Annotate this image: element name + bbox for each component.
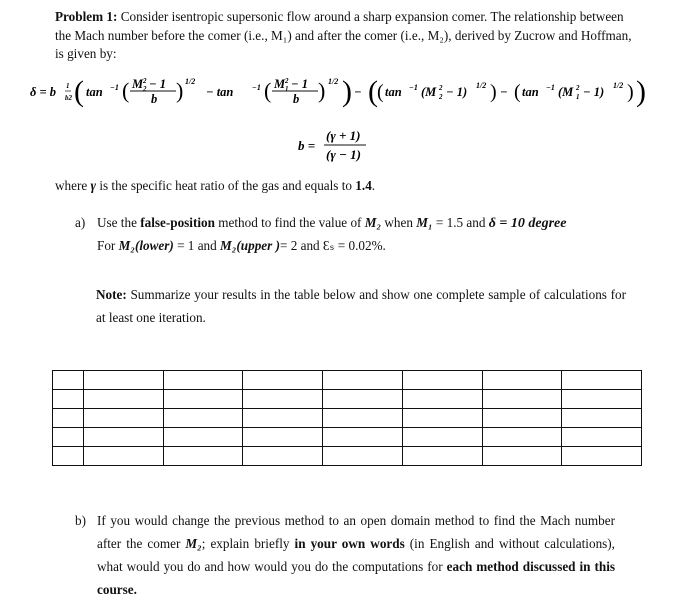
table-cell[interactable] <box>402 390 482 409</box>
where-mid: is the specific heat ratio of the gas and equals to <box>96 178 356 193</box>
table-cell[interactable] <box>243 428 323 447</box>
table-cell[interactable] <box>323 428 403 447</box>
svg-text:1/2: 1/2 <box>328 77 339 86</box>
table-cell[interactable] <box>243 390 323 409</box>
table-cell[interactable] <box>243 447 323 466</box>
table-cell[interactable] <box>562 371 642 390</box>
svg-text:tan: tan <box>385 85 402 99</box>
table-cell[interactable] <box>323 447 403 466</box>
table-cell[interactable] <box>163 428 243 447</box>
table-cell[interactable] <box>482 428 562 447</box>
svg-text:(M: (M <box>421 85 437 99</box>
gamma-symbol: γ <box>90 178 97 193</box>
b-equation <box>288 128 408 164</box>
svg-text:): ) <box>490 81 497 103</box>
problem-intro-text: Consider isentropic supersonic flow around a sharp expansion comer. The relationship between the Mach number before the comer (i.e., M₁) and after the comer (i.e., M₂), derived by Zucrow and Hoffman, is given by: <box>55 9 632 61</box>
svg-text:tan: tan <box>522 85 539 99</box>
svg-text:b =: b = <box>298 138 316 153</box>
table-cell[interactable] <box>163 390 243 409</box>
table-cell[interactable] <box>323 371 403 390</box>
svg-text:): ) <box>636 75 646 108</box>
svg-text:−1: −1 <box>409 83 418 92</box>
svg-text:(: ( <box>122 78 130 103</box>
svg-text:−: − <box>500 85 508 99</box>
table-row <box>53 409 642 428</box>
svg-text:− 1): − 1) <box>583 85 605 99</box>
table-cell[interactable] <box>53 371 84 390</box>
table-cell[interactable] <box>482 390 562 409</box>
table-cell[interactable] <box>323 409 403 428</box>
svg-text:1: 1 <box>66 82 70 90</box>
note-label: Note: <box>96 287 127 302</box>
svg-text:2: 2 <box>143 85 147 93</box>
svg-text:(γ − 1): (γ − 1) <box>326 147 361 162</box>
svg-text:(: ( <box>264 78 272 103</box>
part-a <box>75 212 635 257</box>
svg-text:): ) <box>342 75 352 108</box>
table-row <box>53 428 642 447</box>
part-a-label: a) <box>75 215 86 230</box>
svg-text:(γ + 1): (γ + 1) <box>326 128 361 143</box>
table-cell[interactable] <box>402 447 482 466</box>
table-row <box>53 447 642 466</box>
svg-text:): ) <box>627 81 634 103</box>
table-cell[interactable] <box>482 409 562 428</box>
table-cell[interactable] <box>84 371 164 390</box>
svg-text:2: 2 <box>576 84 580 92</box>
part-b <box>75 509 615 601</box>
table-cell[interactable] <box>482 371 562 390</box>
table-cell[interactable] <box>402 428 482 447</box>
results-table <box>52 370 642 466</box>
table-cell[interactable] <box>562 447 642 466</box>
table-cell[interactable] <box>53 390 84 409</box>
svg-text:− 1): − 1) <box>446 85 468 99</box>
note-text: Summarize your results in the table below and show one complete sample of calculations for at least one iteration. <box>96 287 626 325</box>
svg-text:− 1: − 1 <box>291 77 308 91</box>
delta-equation <box>30 74 670 108</box>
table-row <box>53 371 642 390</box>
table-cell[interactable] <box>84 447 164 466</box>
problem-label: Problem 1: <box>55 9 118 24</box>
svg-text:(: ( <box>368 75 378 108</box>
svg-text:−1: −1 <box>252 83 261 92</box>
table-cell[interactable] <box>402 409 482 428</box>
svg-text:): ) <box>176 78 184 103</box>
part-b-text: If you would change the previous method to an open domain method to find the Mach number after the comer M₂; explain briefly in your own words (in English and without calculations), what would you do and how would you do the computations for each method discussed in this course. <box>97 513 615 597</box>
gamma-value: 1.4 <box>355 178 372 193</box>
table-cell[interactable] <box>243 371 323 390</box>
table-cell[interactable] <box>84 390 164 409</box>
svg-text:b: b <box>151 92 158 106</box>
svg-text:1: 1 <box>285 85 289 93</box>
note-paragraph <box>96 283 626 329</box>
svg-text:− 1: − 1 <box>149 77 166 91</box>
table-cell[interactable] <box>163 447 243 466</box>
svg-text:2: 2 <box>285 77 289 85</box>
svg-text:(: ( <box>74 75 84 108</box>
svg-text:M: M <box>132 77 144 91</box>
svg-text:2: 2 <box>143 77 147 85</box>
svg-text:1/2: 1/2 <box>185 77 196 86</box>
svg-text:M: M <box>274 77 286 91</box>
table-cell[interactable] <box>482 447 562 466</box>
svg-text:(: ( <box>514 81 521 103</box>
svg-text:−1: −1 <box>546 83 555 92</box>
svg-text:−: − <box>354 85 362 99</box>
svg-text:δ = b: δ = b <box>30 85 57 99</box>
where-post: . <box>371 178 376 193</box>
svg-text:1/2: 1/2 <box>613 81 624 90</box>
svg-text:b2: b2 <box>65 94 72 102</box>
problem-intro <box>55 8 635 64</box>
svg-text:2: 2 <box>439 93 443 101</box>
svg-text:− tan: − tan <box>206 85 234 99</box>
table-cell[interactable] <box>163 371 243 390</box>
svg-text:(M: (M <box>558 85 574 99</box>
table-cell[interactable] <box>562 390 642 409</box>
table-cell[interactable] <box>243 409 323 428</box>
table-cell[interactable] <box>84 409 164 428</box>
table-cell[interactable] <box>53 409 84 428</box>
svg-text:1/2: 1/2 <box>476 81 487 90</box>
svg-text:(: ( <box>377 81 384 103</box>
table-cell[interactable] <box>163 409 243 428</box>
where-pre: where <box>55 178 91 193</box>
svg-text:1: 1 <box>576 93 580 101</box>
table-cell[interactable] <box>323 390 403 409</box>
svg-text:): ) <box>318 78 326 103</box>
table-cell[interactable] <box>562 428 642 447</box>
part-b-label: b) <box>75 513 86 528</box>
part-a-line1: Use the false-position method to find the value of M₂ when M₁ = 1.5 and δ = 10 degree <box>97 215 567 231</box>
gamma-definition <box>55 178 375 194</box>
svg-text:b: b <box>293 92 300 106</box>
table-cell[interactable] <box>84 428 164 447</box>
table-row <box>53 390 642 409</box>
part-a-line2: For M₂(lower) = 1 and M₂(upper )= 2 and Ɛₛ = 0.02%. <box>97 238 386 253</box>
table-cell[interactable] <box>402 371 482 390</box>
svg-text:−1: −1 <box>110 83 119 92</box>
svg-text:2: 2 <box>439 84 443 92</box>
table-cell[interactable] <box>53 428 84 447</box>
table-cell[interactable] <box>562 409 642 428</box>
svg-text:tan: tan <box>86 85 103 99</box>
table-cell[interactable] <box>53 447 84 466</box>
